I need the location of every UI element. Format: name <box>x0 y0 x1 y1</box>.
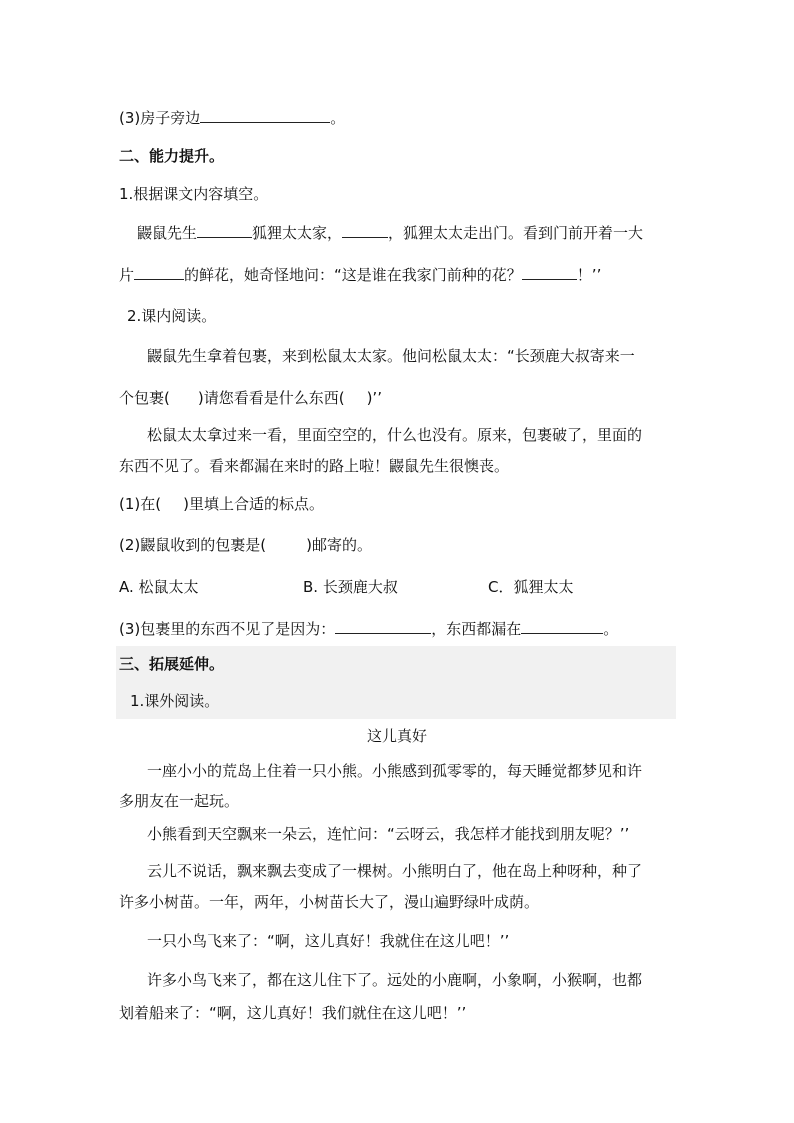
text: ，狐狸太太走出门。看到门前开着一大 <box>388 224 644 242</box>
text: ！’’ <box>576 266 602 284</box>
section-3-subtitle: 1.课外阅读。 <box>130 692 220 710</box>
story-line: 一座小小的荒岛上住着一只小熊。小熊感到孤零零的，每天睡觉都梦见和许 <box>147 762 643 780</box>
text: (1)在( <box>119 495 162 513</box>
answer-blank[interactable] <box>342 223 388 238</box>
question-punctuation <box>119 493 324 515</box>
text: 的鲜花，她奇怪地问：“这是谁在我家门前种的花？ <box>184 266 522 284</box>
text: ，东西都漏在 <box>431 620 522 638</box>
text: (3)包裹里的东西不见了是因为： <box>119 620 336 638</box>
story-line: 许多小树苗。一年，两年，小树苗长大了，漫山遍野绿叶成荫。 <box>119 893 540 911</box>
reading-paragraph-line: 松鼠太太拿过来一看，里面空空的，什么也没有。原来，包裹破了，里面的 <box>147 426 643 444</box>
answer-blank[interactable] <box>200 108 330 123</box>
story-title: 这儿真好 <box>366 727 427 745</box>
reading-paragraph-line: 东西不见了。看来都漏在来时的路上啦！鼹鼠先生很懊丧。 <box>119 457 510 475</box>
story-line: 一只小鸟飞来了：“啊，这儿真好！我就住在这儿吧！’’ <box>147 932 510 950</box>
story-line: 小熊看到天空飘来一朵云，连忙问：“云呀云，我怎样才能找到朋友呢？’’ <box>147 825 630 843</box>
text: )’’ <box>366 389 382 407</box>
question-text: (3)房子旁边 <box>119 109 201 127</box>
answer-blank[interactable] <box>521 619 603 634</box>
story-line: 云儿不说话，飘来飘去变成了一棵树。小熊明白了，他在岛上种呀种，种了 <box>147 862 643 880</box>
text: 狐狸太太家， <box>252 224 343 242</box>
section-3-title: 三、拓展延伸。 <box>119 655 225 673</box>
reading-title: 2.课内阅读。 <box>127 307 217 325</box>
text: 个包裹( <box>119 389 170 407</box>
fill-blank-title: 1.根据课文内容填空。 <box>119 185 269 203</box>
fill-line-2 <box>119 264 601 286</box>
reading-paragraph-line <box>119 387 382 409</box>
text: 。 <box>603 620 619 638</box>
reading-paragraph-line: 鼹鼠先生拿着包裹，来到松鼠太太家。他问松鼠太太：“长颈鹿大叔寄来一 <box>147 347 635 365</box>
answer-blank[interactable] <box>197 223 252 238</box>
text: )里填上合适的标点。 <box>183 495 324 513</box>
story-line: 许多小鸟飞来了，都在这儿住下了。远处的小鹿啊，小象啊，小猴啊，也都 <box>147 971 643 989</box>
section-2-title: 二、能力提升。 <box>119 147 225 165</box>
answer-blank[interactable] <box>522 265 577 280</box>
answer-blank[interactable] <box>134 265 184 280</box>
option-c[interactable]: C．狐狸太太 <box>488 578 574 596</box>
fill-line-1 <box>137 222 643 244</box>
question-reason <box>119 618 618 640</box>
question-sender <box>119 534 372 556</box>
answer-blank[interactable] <box>335 619 431 634</box>
question-text: 。 <box>330 109 346 127</box>
story-line: 划着船来了：“啊，这儿真好！我们就住在这儿吧！’’ <box>119 1004 467 1022</box>
question-house-side <box>119 107 345 129</box>
text: )邮寄的。 <box>306 536 372 554</box>
option-b[interactable]: B. 长颈鹿大叔 <box>303 578 398 596</box>
story-line: 多朋友在一起玩。 <box>119 792 240 810</box>
text: 片 <box>119 266 135 284</box>
text: 鼹鼠先生 <box>137 224 198 242</box>
text: )请您看看是什么东西( <box>197 389 345 407</box>
text: (2)鼹鼠收到的包裹是( <box>119 536 267 554</box>
option-a[interactable]: A. 松鼠太太 <box>119 578 199 596</box>
